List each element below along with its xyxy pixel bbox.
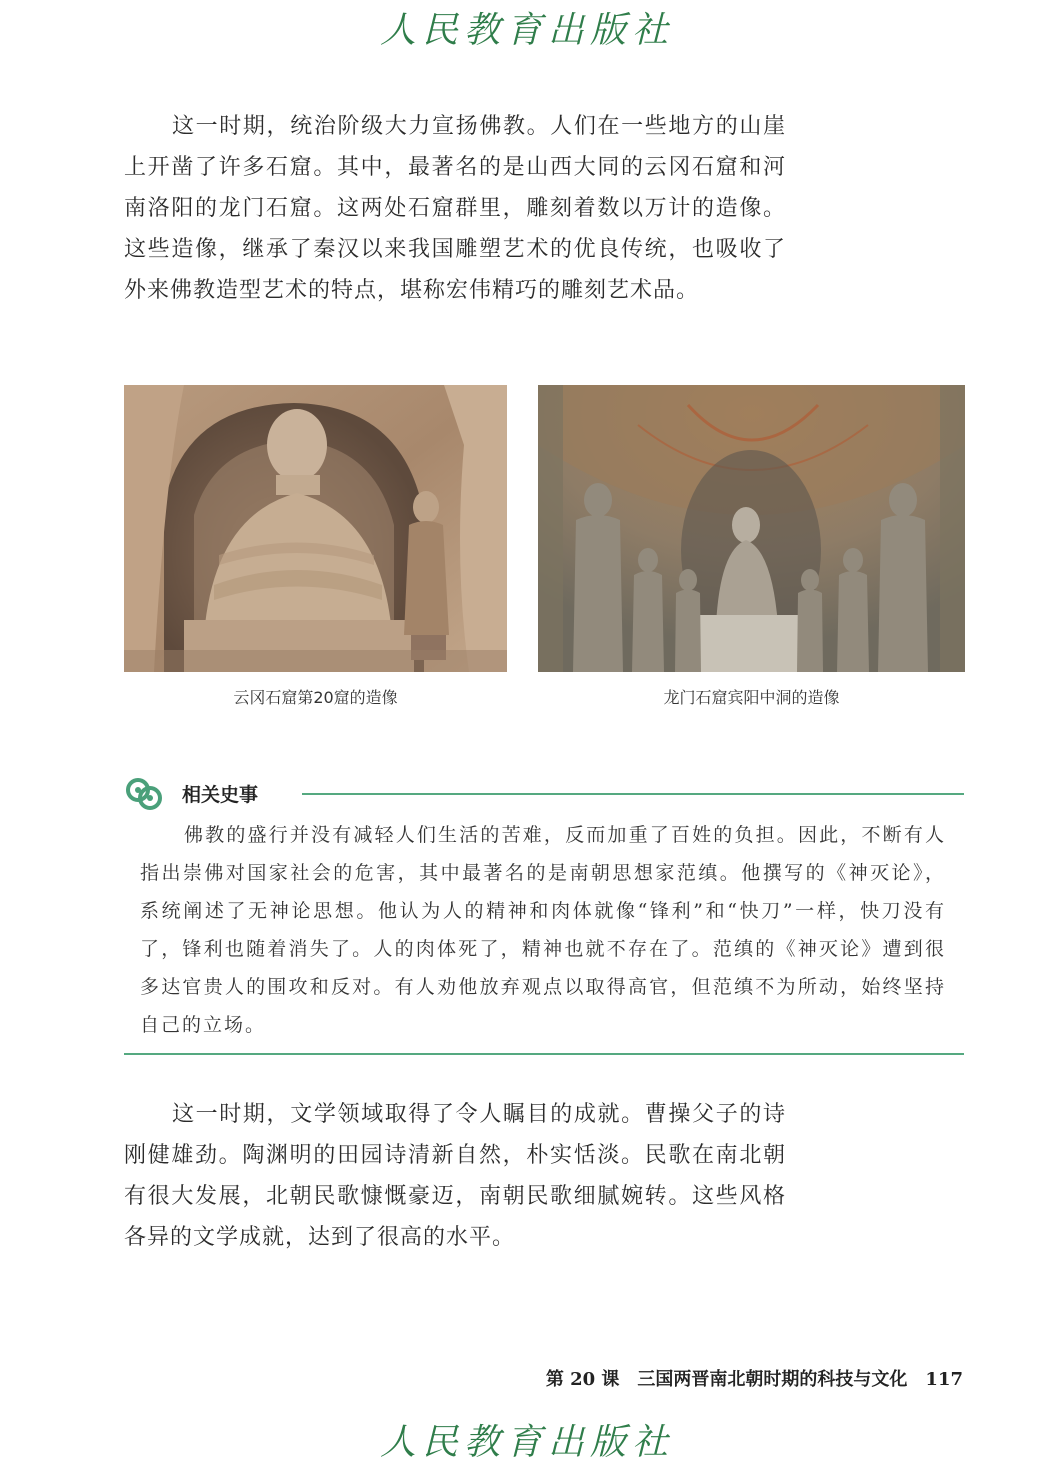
- yungang-grottoes-photo: [124, 385, 507, 672]
- related-history-icon: [124, 774, 164, 814]
- paragraph-literature: 这一时期，文学领域取得了令人瞩目的成就。曹操父子的诗刚健雄劲。陶渊明的田园诗清新自然，朴实恬淡。民歌在南北朝有很大发展，北朝民歌慷慨豪迈，南朝民歌细腻婉转。这些风格各异的文学成就，达到了很高的水平。: [124, 1102, 786, 1250]
- lesson-title: 第 20 课 三国两晋南北朝时期的科技与文化: [545, 1369, 908, 1390]
- related-history-bottom-rule: [124, 1053, 964, 1055]
- publisher-logo-top: 人民教育出版社: [380, 10, 675, 51]
- publisher-logo-bottom: 人民教育出版社: [380, 1422, 675, 1463]
- longmen-grottoes-photo: [538, 385, 965, 672]
- paragraph-buddhism-art: 这一时期，统治阶级大力宣扬佛教。人们在一些地方的山崖上开凿了许多石窟。其中，最著名的是山西大同的云冈石窟和河南洛阳的龙门石窟。这两处石窟群里，雕刻着数以万计的造像。这些造像，继承了秦汉以来我国雕塑艺术的优良传统，也吸收了外来佛教造型艺术的特点，堪称宏伟精巧的雕刻艺术品。: [124, 114, 786, 303]
- page-number: 117: [925, 1369, 963, 1390]
- figure-caption-longmen: 龙门石窟宾阳中洞的造像: [663, 688, 840, 707]
- related-history-title: 相关史事: [182, 784, 259, 806]
- running-footer: [546, 1366, 963, 1394]
- related-history-top-rule: [302, 793, 964, 795]
- related-history-text: 佛教的盛行并没有减轻人们生活的苦难，反而加重了百姓的负担。因此，不断有人指出崇佛对国家社会的危害，其中最著名的是南朝思想家范缜。他撰写的《神灭论》，系统阐述了无神论思想。他认为人的精神和肉体就像“锋利”和“快刀”一样，快刀没有了，锋利也随着消失了。人的肉体死了，精神也就不存在了。范缜的《神灭论》遭到很多达官贵人的围攻和反对。有人劝他放弃观点以取得高官，但范缜不为所动，始终坚持自己的立场。: [140, 824, 946, 1036]
- figure-caption-yungang: 云冈石窟第20窟的造像: [233, 688, 398, 707]
